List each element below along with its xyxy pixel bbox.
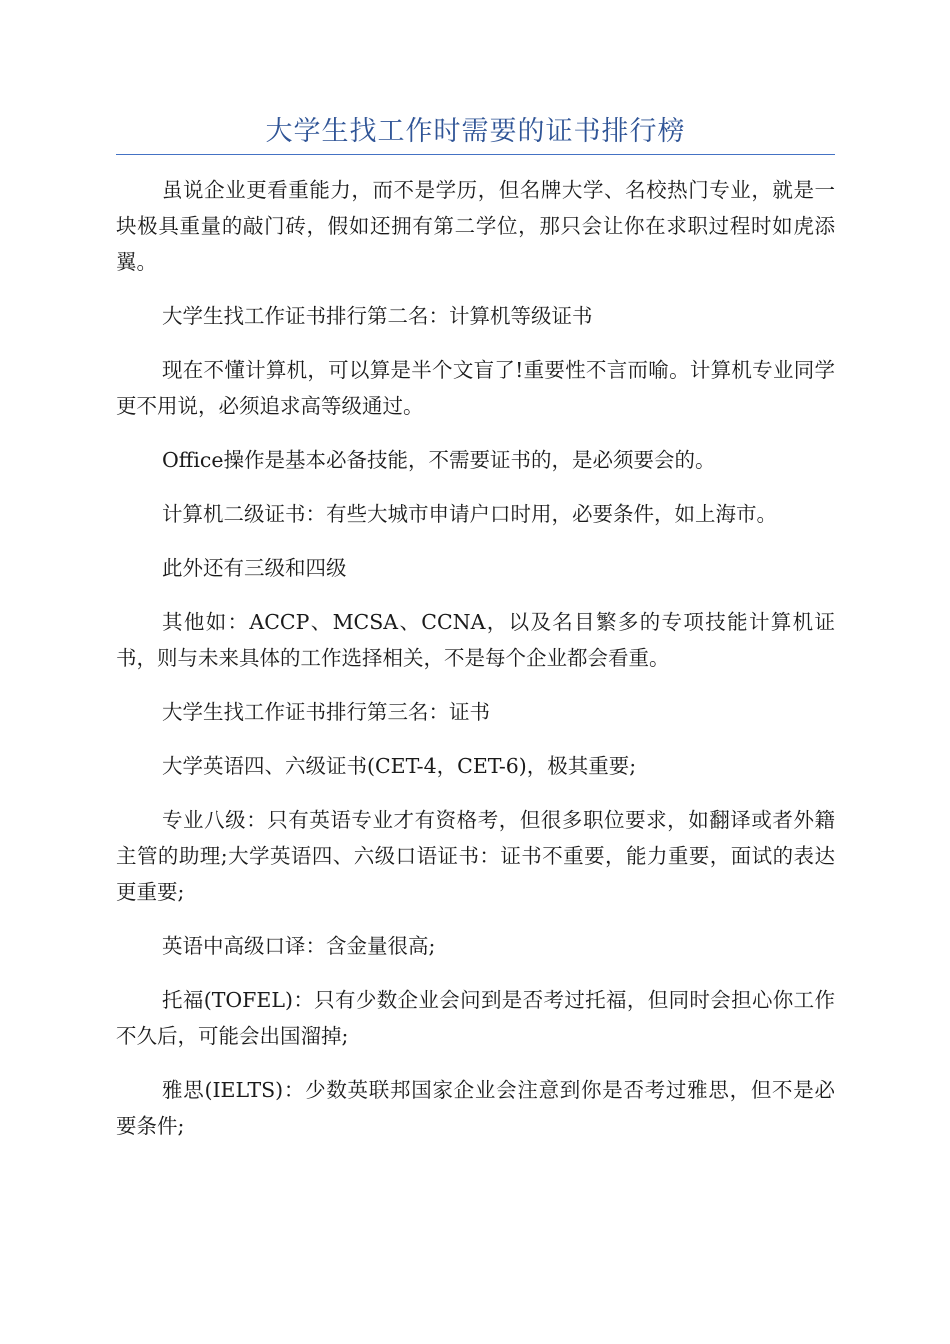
document-title: 大学生找工作时需要的证书排行榜 [265,116,686,147]
paragraph-interpretation: 英语中高级口译：含金量很高; [162,934,436,958]
paragraph-office: Office操作是基本必备技能，不需要证书的，是必须要会的。 [162,448,716,472]
heading-third-place: 大学生找工作证书排行第三名：证书 [162,700,490,724]
paragraph-toefl: 托福(TOFEL)：只有少数企业会问到是否考过托福，但同时会担心你工作不久后，可能会出国溜掉; [116,988,835,1048]
heading-second-place: 大学生找工作证书排行第二名：计算机等级证书 [162,304,593,328]
paragraph-tem8: 专业八级：只有英语专业才有资格考，但很多职位要求，如翻译或者外籍主管的助理;大学英语四、六级口语证书：证书不重要，能力重要，面试的表达更重要; [116,808,835,904]
paragraph-level-two: 计算机二级证书：有些大城市申请户口时用，必要条件，如上海市。 [162,502,777,526]
title-underline [116,154,835,155]
paragraph-intro: 虽说企业更看重能力，而不是学历，但名牌大学、名校热门专业，就是一块极具重量的敲门砖，假如还拥有第二学位，那只会让你在求职过程时如虎添翼。 [116,178,835,274]
paragraph-cet: 大学英语四、六级证书(CET-4，CET-6)，极其重要; [162,754,637,778]
paragraph-other-certs: 其他如：ACCP、MCSA、CCNA，以及名目繁多的专项技能计算机证书，则与未来具体的工作选择相关，不是每个企业都会看重。 [116,610,835,670]
document-body [116,172,835,1162]
paragraph-ielts: 雅思(IELTS)：少数英联邦国家企业会注意到你是否考过雅思，但不是必要条件; [116,1078,835,1138]
paragraph-level-three-four: 此外还有三级和四级 [162,556,347,580]
paragraph-computer-importance: 现在不懂计算机，可以算是半个文盲了!重要性不言而喻。计算机专业同学更不用说，必须追求高等级通过。 [116,358,835,418]
